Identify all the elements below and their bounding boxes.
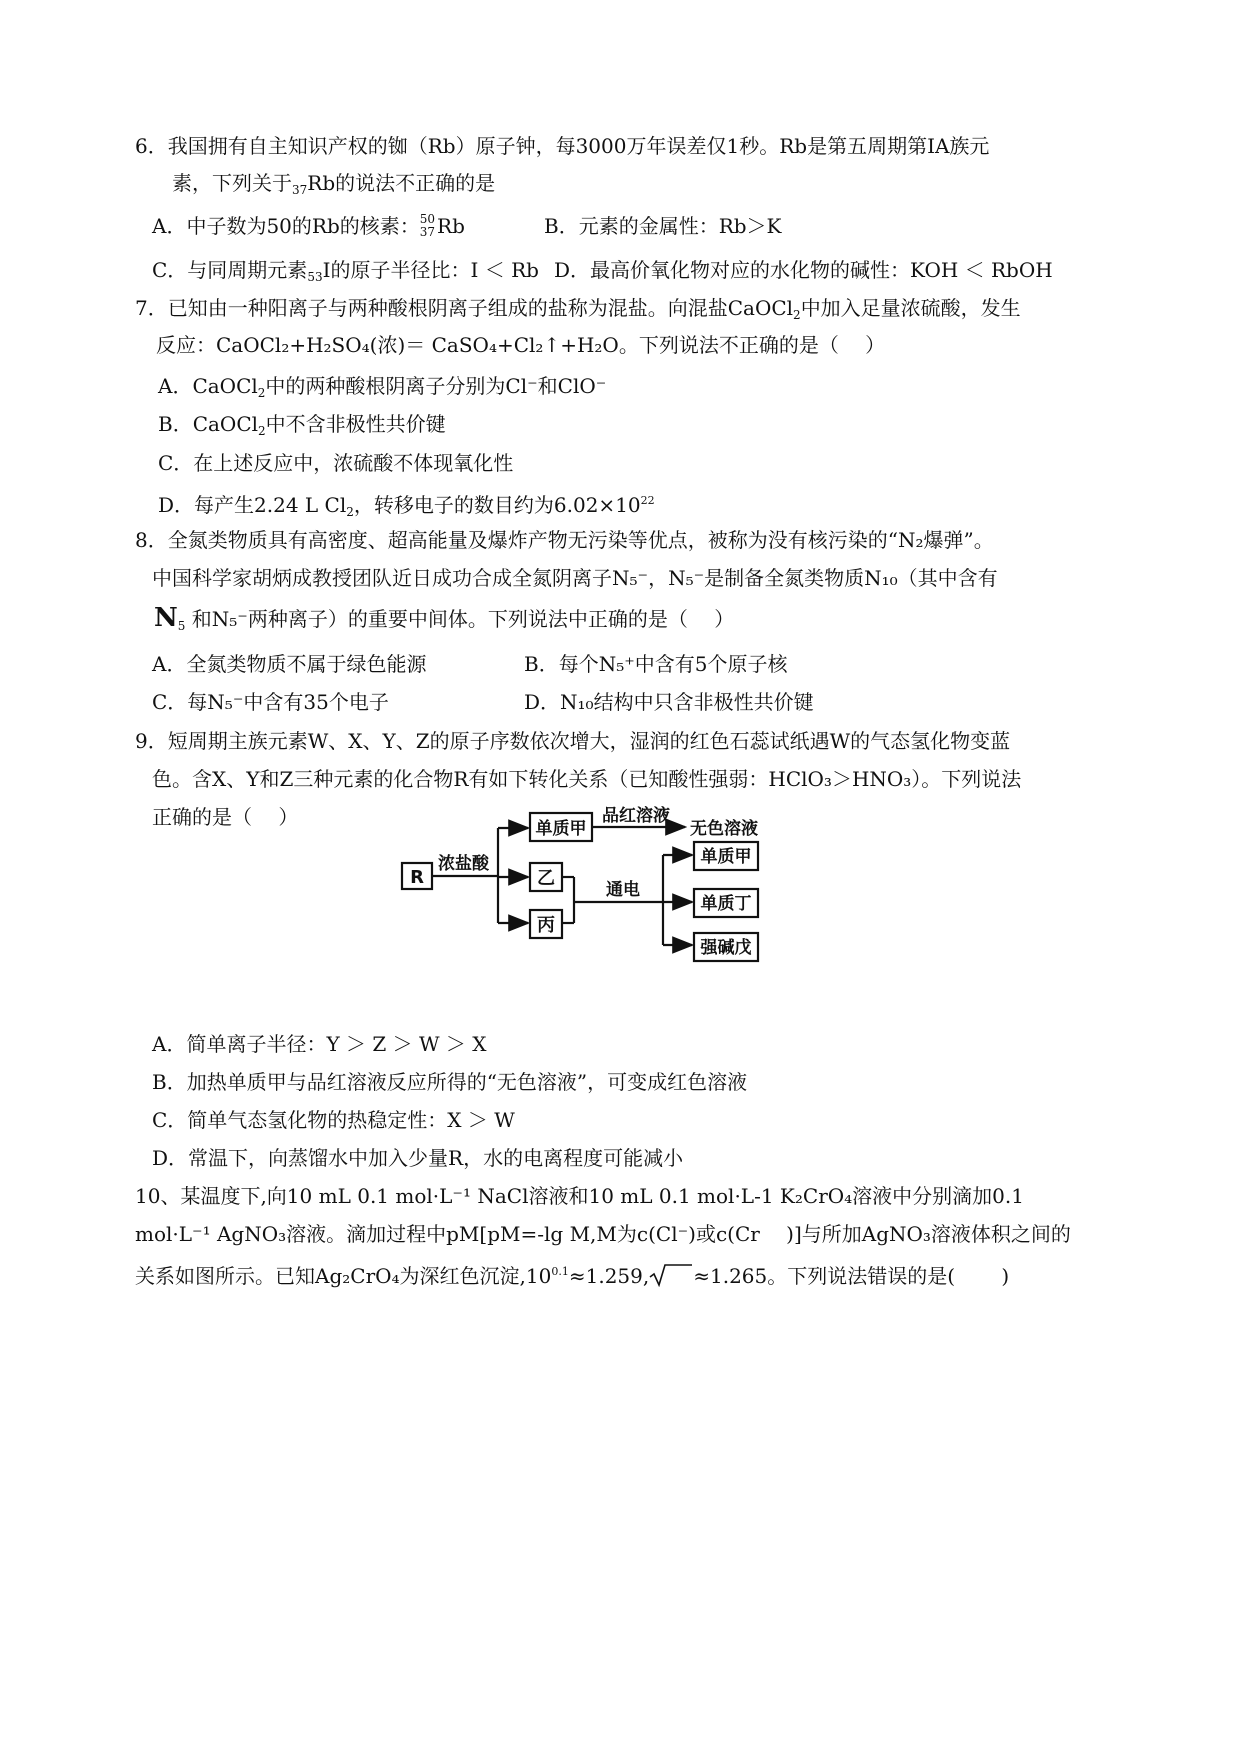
q7-d-exponent: 22 bbox=[640, 494, 655, 507]
tongdian-label: 通电 bbox=[606, 880, 640, 900]
bing-label: 丙 bbox=[537, 915, 555, 936]
q7-stem-line2: 反应：CaOCl₂+H₂SO₄(浓)＝ CaSO₄+Cl₂↑+H₂O。下列说法不正确的是（ ） bbox=[156, 333, 886, 357]
q8-option-d: D．N₁₀结构中只含非极性共价键 bbox=[524, 690, 814, 714]
acid-label: 浓盐酸 bbox=[438, 854, 489, 874]
q7-a-text: 中的两种酸根阴离子分别为Cl⁻和ClO⁻ bbox=[265, 374, 607, 398]
q9-conversion-diagram bbox=[380, 795, 800, 980]
q7-a-formula: A．CaOCl bbox=[158, 374, 258, 398]
q7-text: 7．已知由一种阳离子与两种酸根阴离子组成的盐称为混盐。向混盐CaOCl bbox=[135, 296, 794, 320]
q9-option-a: A．简单离子半径：Y ＞ Z ＞ W ＞ X bbox=[152, 1032, 487, 1056]
q7-b-formula: B．CaOCl bbox=[158, 412, 259, 436]
q6-option-c-text: C．与同周期元素 bbox=[152, 258, 308, 282]
q7-subscript: 2 bbox=[793, 308, 801, 322]
q6-text: 素，下列关于 bbox=[172, 171, 292, 195]
sqrt-symbol-icon bbox=[649, 1265, 693, 1287]
q6-option-c-text-end: I的原子半径比：I ＜ Rb bbox=[322, 258, 539, 282]
q7-option-d bbox=[158, 487, 655, 526]
q6-option-d: D．最高价氧化物对应的水化物的碱性：KOH ＜ RbOH bbox=[554, 258, 1053, 282]
q10-exponent: 0.1 bbox=[551, 1265, 569, 1278]
q7-option-b bbox=[158, 410, 446, 445]
q6-proton-number: 37 bbox=[419, 224, 436, 239]
q9-stem-line2: 色。含X、Y和Z三种元素的化合物R有如下转化关系（已知酸性强弱：HClO₃＞HNO₃）。下列说法 bbox=[152, 767, 1022, 791]
q10-text-end: ≈1.265。下列说法错误的是( ) bbox=[693, 1264, 1010, 1288]
q10-text-mid: ≈1.259, bbox=[568, 1264, 650, 1288]
q9-stem-line1: 9．短周期主族元素W、X、Y、Z的原子序数依次增大，湿润的红色石蕊试纸遇W的气态氢化物变蓝 bbox=[135, 729, 1011, 753]
out1-label: 单质甲 bbox=[700, 847, 752, 867]
q6-nuclide-numbers bbox=[420, 213, 435, 239]
q9-stem-line3: 正确的是（ ） bbox=[152, 805, 299, 829]
q9-option-b: B．加热单质甲与品红溶液反应所得的“无色溶液”，可变成红色溶液 bbox=[152, 1070, 748, 1094]
q10-text: 关系如图所示。已知Ag₂CrO₄为深红色沉淀,10 bbox=[135, 1264, 552, 1288]
q6-stem-line2 bbox=[172, 169, 495, 204]
q6-mass-number: 50 bbox=[419, 211, 436, 226]
q8-text: 和N₅⁻两种离子）的重要中间体。下列说法中正确的是（ ） bbox=[191, 607, 735, 631]
q10-stem-line2: mol·L⁻¹ AgNO₃溶液。滴加过程中pM[pM=-lg M,M为c(Cl⁻)或c(Cr )]与所加AgNO₃溶液体积之间的 bbox=[135, 1222, 1071, 1246]
q7-option-a bbox=[158, 372, 606, 407]
q6-option-a bbox=[152, 212, 465, 241]
q7-d-text-mid: ，转移电子的数目约为6.02×10 bbox=[353, 493, 641, 517]
q8-option-c: C．每N₅⁻中含有35个电子 bbox=[152, 690, 389, 714]
q6-atomic-number: 37 bbox=[292, 183, 308, 197]
q9-option-d: D．常温下，向蒸馏水中加入少量R，水的电离程度可能减小 bbox=[152, 1146, 684, 1170]
q6-option-b: B．元素的金属性：Rb＞K bbox=[544, 214, 782, 238]
q8-n-subscript: 5 bbox=[177, 619, 186, 633]
q8-stem-line3 bbox=[154, 604, 734, 640]
q8-option-b: B．每个N₅⁺中含有5个原子核 bbox=[524, 652, 788, 676]
q7-b-text: 中不含非极性共价键 bbox=[265, 412, 446, 436]
r-label: R bbox=[410, 867, 424, 888]
q6-stem-line1: 6．我国拥有自主知识产权的铷（Rb）原子钟，每3000万年误差仅1秒。Rb是第五周期第ⅠA族元 bbox=[135, 134, 990, 158]
q7-text-end: 中加入足量浓硫酸，发生 bbox=[800, 296, 1021, 320]
q7-option-c: C．在上述反应中，浓硫酸不体现氧化性 bbox=[158, 451, 514, 475]
q7-d-text: D．每产生2.24 L Cl bbox=[158, 493, 347, 517]
q6-option-a-text: A．中子数为50的Rb的核素： bbox=[152, 214, 420, 238]
q6-option-c bbox=[152, 256, 539, 291]
q10-stem-line1: 10、某温度下,向10 mL 0.1 mol·L⁻¹ NaCl溶液和10 mL 0.1 mol·L-1 K₂CrO₄溶液中分别滴加0.1 bbox=[135, 1184, 1024, 1208]
colorless-label: 无色溶液 bbox=[690, 819, 758, 839]
q6-nuclide-symbol: Rb bbox=[437, 214, 465, 238]
q6-text-end: Rb的说法不正确的是 bbox=[307, 171, 496, 195]
jia-label: 单质甲 bbox=[535, 819, 587, 839]
q6-option-c-subscript: 53 bbox=[307, 270, 323, 284]
pinhong-label: 品红溶液 bbox=[602, 806, 670, 826]
q7-stem-line1 bbox=[135, 294, 1021, 329]
q8-n-symbol: N bbox=[154, 603, 178, 633]
q9-option-c: C．简单气态氢化物的热稳定性：X ＞ W bbox=[152, 1108, 515, 1132]
q7-a-subscript: 2 bbox=[257, 386, 266, 400]
out2-label: 单质丁 bbox=[700, 894, 752, 914]
out3-label: 强碱戊 bbox=[700, 938, 752, 958]
q8-option-a: A．全氮类物质不属于绿色能源 bbox=[152, 652, 427, 676]
q7-b-subscript: 2 bbox=[258, 424, 266, 438]
q8-stem-line2: 中国科学家胡炳成教授团队近日成功合成全氮阴离子N₅⁻，N₅⁻是制备全氮类物质N₁₀（其中含有 bbox=[152, 566, 998, 590]
yi-label: 乙 bbox=[537, 868, 555, 889]
q7-d-subscript: 2 bbox=[346, 505, 354, 519]
q10-stem-line3 bbox=[135, 1258, 1009, 1290]
q8-stem-line1: 8．全氮类物质具有高密度、超高能量及爆炸产物无污染等优点，被称为没有核污染的“N₂爆弹”。 bbox=[135, 528, 994, 552]
